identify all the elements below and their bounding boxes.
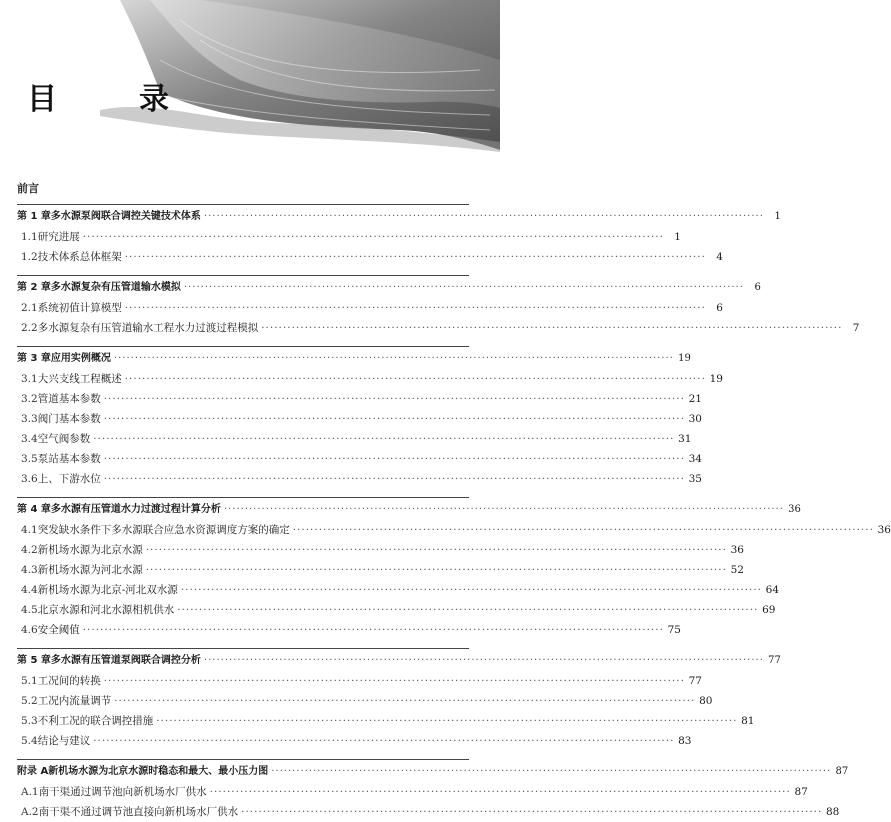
divider	[17, 497, 469, 498]
table-of-contents	[17, 178, 891, 822]
section-title: 南干渠不通过调节池直接向新机场水厂供水	[38, 806, 239, 818]
toc-section-entry[interactable]	[17, 560, 744, 580]
page-number: 87	[835, 766, 849, 777]
page-number: 6	[716, 302, 723, 314]
section-number: 4.5	[21, 604, 38, 616]
page-title: 目 录	[27, 82, 195, 117]
section-title: 泵站基本参数	[37, 453, 101, 465]
section-title: 空气阀参数	[37, 433, 91, 445]
page-number: 1	[774, 211, 781, 222]
toc-section-entry[interactable]	[17, 369, 723, 389]
page-number: 31	[678, 433, 692, 445]
page-number: 87	[794, 786, 808, 798]
section-title: 新机场水源为北京-河北双水源	[37, 584, 178, 596]
section-title: 新机场水源为北京水源	[37, 544, 143, 556]
chapter-number: 第 4 章	[17, 504, 51, 515]
toc-section-entry[interactable]	[17, 429, 692, 449]
dot-leader	[181, 580, 762, 600]
dot-leader	[146, 540, 727, 560]
toc-section-entry[interactable]	[17, 520, 891, 540]
chapter-gap	[17, 267, 469, 273]
chapter-title: 多水源有压管道泵阀联合调控分析	[50, 655, 201, 666]
section-number: 3.2	[21, 393, 38, 405]
divider	[17, 204, 469, 205]
page-number: 1	[674, 231, 681, 243]
dot-leader	[184, 278, 744, 298]
page-number: 19	[709, 373, 723, 385]
toc-section-entry[interactable]	[17, 540, 744, 560]
page-number: 52	[730, 564, 744, 576]
page-number: 77	[768, 655, 781, 666]
divider	[17, 648, 469, 649]
toc-chapter-entry[interactable]	[17, 651, 781, 671]
section-title: 系统初值计算模型	[37, 302, 122, 314]
section-title: 工况内流量调节	[37, 695, 112, 707]
toc-chapter-entry[interactable]	[17, 762, 849, 782]
page-number: 21	[688, 393, 702, 405]
toc-section-entry[interactable]	[17, 247, 723, 267]
section-number: A.1	[21, 786, 39, 798]
section-number: 4.1	[21, 524, 38, 536]
dot-leader	[93, 731, 674, 751]
section-title: 研究进展	[37, 231, 80, 243]
section-title: 大兴支线工程概述	[37, 373, 122, 385]
page-number: 36	[730, 544, 744, 556]
section-number: 4.2	[21, 544, 38, 556]
page-number: 64	[765, 584, 780, 596]
toc-section-entry[interactable]	[17, 298, 723, 318]
section-number: 1.2	[21, 251, 38, 263]
toc-section-entry[interactable]	[17, 691, 713, 711]
toc-section-entry[interactable]	[17, 600, 776, 620]
toc-section-entry[interactable]	[17, 227, 681, 247]
divider	[17, 346, 469, 347]
toc-section-entry[interactable]	[17, 389, 702, 409]
dot-leader	[204, 207, 764, 227]
dot-leader	[210, 782, 791, 802]
chapter-title: 多水源复杂有压管道输水模拟	[50, 282, 181, 293]
section-number: 3.4	[21, 433, 38, 445]
section-number: 4.6	[21, 624, 38, 636]
chapter-number: 附录 A	[17, 766, 49, 777]
dot-leader	[83, 620, 664, 640]
toc-section-entry[interactable]	[17, 409, 702, 429]
section-number: 2.2	[21, 322, 38, 334]
toc-section-entry[interactable]	[17, 711, 755, 731]
section-number: A.2	[21, 806, 39, 818]
chapter-number: 第 1 章	[17, 211, 51, 222]
chapter-title: 多水源有压管道水力过渡过程计算分析	[50, 504, 221, 515]
section-number: 3.3	[21, 413, 38, 425]
toc-chapter-entry[interactable]	[17, 278, 761, 298]
chapter-gap	[17, 640, 469, 646]
page-number: 4	[716, 251, 723, 263]
divider	[17, 275, 469, 276]
toc-section-entry[interactable]	[17, 580, 780, 600]
dot-leader	[83, 227, 664, 247]
section-number: 5.1	[21, 675, 38, 687]
dot-leader	[204, 651, 764, 671]
chapter-gap	[17, 489, 469, 495]
dot-leader	[125, 369, 706, 389]
page-number: 19	[678, 353, 691, 364]
section-number: 2.1	[21, 302, 38, 314]
chapter-gap	[17, 751, 469, 757]
page-number: 34	[688, 453, 702, 465]
toc-chapter-entry[interactable]	[17, 207, 781, 227]
dot-leader	[104, 389, 685, 409]
page-number: 69	[762, 604, 776, 616]
section-number: 3.1	[21, 373, 38, 385]
dot-leader	[241, 802, 822, 822]
section-number: 4.4	[21, 584, 38, 596]
dot-leader	[125, 247, 706, 267]
dot-leader	[271, 762, 831, 782]
section-title: 上、下游水位	[37, 473, 101, 485]
chapter-title: 应用实例概况	[50, 353, 111, 364]
page-number: 88	[825, 806, 840, 818]
section-title: 突发缺水条件下多水源联合应急水资源调度方案的确定	[37, 524, 290, 536]
section-number: 5.4	[21, 735, 38, 747]
dot-leader	[293, 520, 874, 540]
dot-leader	[104, 469, 685, 489]
chapter-gap	[17, 338, 469, 344]
section-title: 南干渠通过调节池向新机场水厂供水	[38, 786, 207, 798]
section-number: 4.3	[21, 564, 38, 576]
section-title: 阀门基本参数	[37, 413, 101, 425]
section-number: 3.6	[21, 473, 38, 485]
toc-section-entry[interactable]	[17, 318, 860, 338]
chapter-number: 第 3 章	[17, 353, 51, 364]
dot-leader	[125, 298, 706, 318]
section-title: 工况间的转换	[37, 675, 101, 687]
section-title: 安全阈值	[37, 624, 80, 636]
divider	[17, 759, 469, 760]
dot-leader	[224, 500, 784, 520]
section-title: 技术体系总体框架	[37, 251, 122, 263]
dot-leader	[177, 600, 758, 620]
dot-leader	[156, 711, 737, 731]
toc-entries	[17, 207, 891, 822]
toc-front-matter[interactable]: 前言	[17, 182, 39, 195]
page-number: 7	[852, 322, 860, 334]
section-number: 5.2	[21, 695, 38, 707]
chapter-title: 新机场水源为北京水源时稳态和最大、最小压力图	[48, 766, 269, 777]
section-number: 5.3	[21, 715, 38, 727]
toc-section-entry[interactable]	[17, 802, 840, 822]
section-title: 新机场水源为河北水源	[37, 564, 143, 576]
toc-section-entry[interactable]	[17, 469, 702, 489]
dot-leader	[114, 691, 695, 711]
toc-section-entry[interactable]	[17, 782, 808, 802]
toc-chapter-entry[interactable]	[17, 349, 691, 369]
section-number: 3.5	[21, 453, 38, 465]
page-number: 81	[741, 715, 755, 727]
page-number: 77	[688, 675, 702, 687]
section-title: 结论与建议	[37, 735, 91, 747]
dot-leader	[104, 449, 685, 469]
dot-leader	[104, 409, 685, 429]
section-number: 1.1	[21, 231, 38, 243]
dot-leader	[114, 349, 674, 369]
page-number: 6	[754, 282, 761, 293]
section-title: 多水源复杂有压管道输水工程水力过渡过程模拟	[37, 322, 259, 334]
chapter-number: 第 2 章	[17, 282, 51, 293]
dot-leader	[93, 429, 674, 449]
section-title: 不利工况的联合调控措施	[37, 715, 154, 727]
page-number: 75	[667, 624, 681, 636]
toc-chapter-entry[interactable]	[17, 500, 801, 520]
toc-section-entry[interactable]	[17, 620, 681, 640]
toc-section-entry[interactable]	[17, 449, 702, 469]
dot-leader	[146, 560, 727, 580]
dot-leader	[104, 671, 685, 691]
page-number: 80	[699, 695, 713, 707]
page-number: 36	[877, 524, 891, 536]
chapter-title: 多水源泵阀联合调控关键技术体系	[50, 211, 201, 222]
page-number: 35	[688, 473, 702, 485]
section-title: 管道基本参数	[37, 393, 101, 405]
chapter-number: 第 5 章	[17, 655, 51, 666]
toc-section-entry[interactable]	[17, 731, 692, 751]
dot-leader	[261, 318, 842, 338]
page-number: 30	[688, 413, 702, 425]
toc-section-entry[interactable]	[17, 671, 702, 691]
section-title: 北京水源和河北水源相机供水	[37, 604, 175, 616]
page-number: 36	[788, 504, 801, 515]
page-number: 83	[678, 735, 692, 747]
